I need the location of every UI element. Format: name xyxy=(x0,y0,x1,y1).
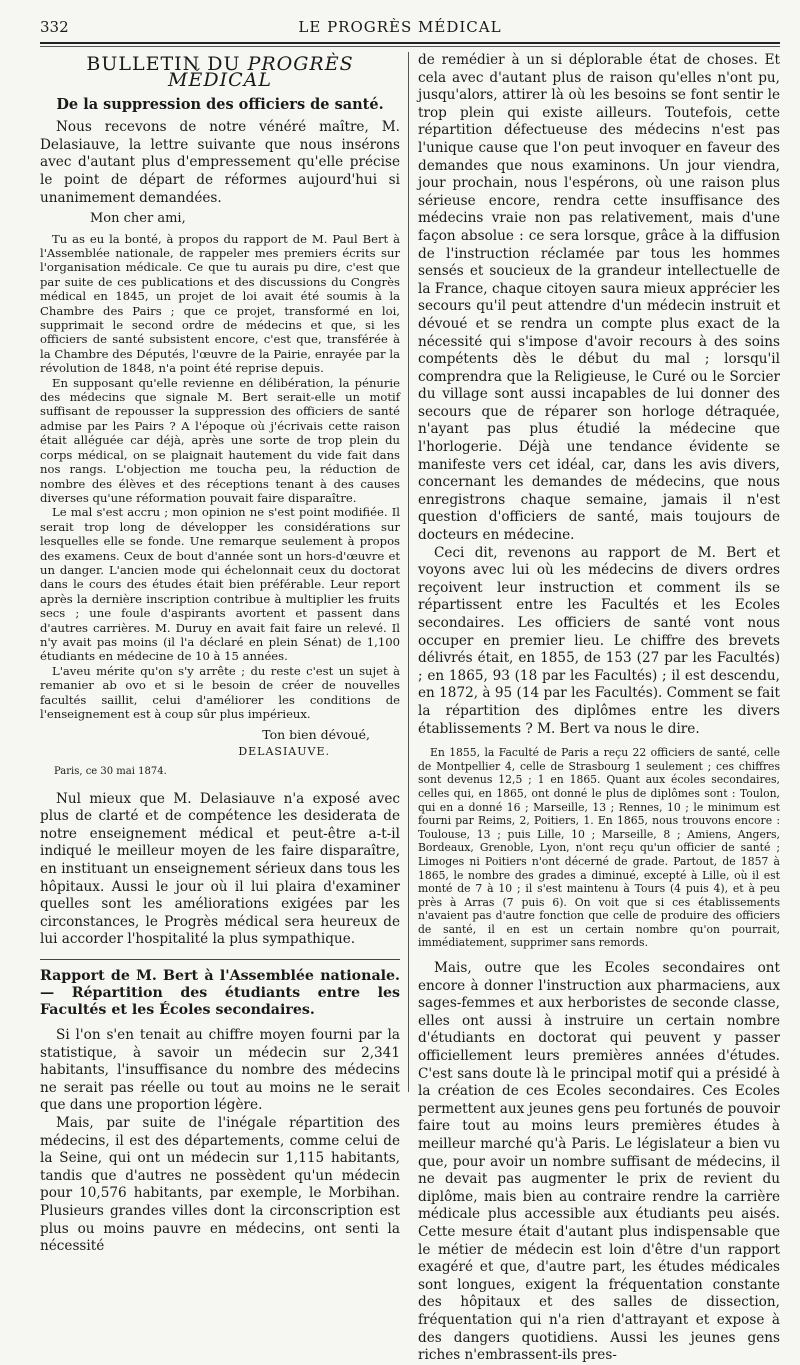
footnote-block xyxy=(418,746,780,950)
letter-dateline: Paris, ce 30 mai 1874. xyxy=(54,766,167,778)
letter-signature: DELASIAUVE. xyxy=(238,744,330,758)
letter-closing: Ton bien dévoué, xyxy=(262,727,370,743)
letter-paragraph: En supposant qu'elle revienne en délibération, la pénurie des médecins que signale M. Bert serait-elle un motif suffisant de repousser la suppression des officiers de santé admise par les Pairs ? A l'époque où j'écrivais cette raison était alléguée car déjà, après une sorte de trop plein du corps médical, on se plaignait hautement du vide fait dans nos rangs. L'objection me toucha peu, la réduction de nombre des élèves et des réceptions tenant à des causes diverses qu'une réformation pouvait faire disparaître. xyxy=(40,375,400,505)
page-number: 332 xyxy=(40,18,69,36)
running-title: LE PROGRÈS MÉDICAL xyxy=(298,18,502,36)
section-heading-officiers: De la suppression des officiers de santé. xyxy=(56,95,384,113)
section-heading-rapport: Rapport de M. Bert à l'Assemblée nationale. — Répartition des étudiants entre les Facultés et les Écoles secondaires. xyxy=(40,967,400,1018)
bulletin-title xyxy=(40,53,400,92)
section-separator xyxy=(40,959,400,960)
letter-paragraph: Tu as eu la bonté, à propos du rapport de M. Paul Bert à l'Assemblée nationale, de rappeler mes premiers écrits sur l'organisation médicale. Ce que tu aurais pu dire, c'est que par suite de ces publications et des discussions du Congrès médical en 1845, un projet de loi avait été soumis à la Chambre des Pairs ; que ce projet, transformé en loi, supprimait le second ordre de médecins et que, si les officiers de santé subsistent encore, c'est que, transférée à la Chambre des Députés, l'œuvre de la Pairie, enrayée par la révolution de 1848, n'a point été reprise depuis. xyxy=(40,231,400,376)
body-paragraph: Si l'on s'en tenait au chiffre moyen fourni par la statistique, à savoir un médecin sur 2,341 habitants, l'insuffisance du nombre des médecins ne serait pas réelle ou tout au moins ne le serait que dans une proportion légère. xyxy=(40,1026,400,1114)
bulletin-title-italic: PROGRÈS MÉDICAL xyxy=(168,53,354,92)
intro-paragraph: Nous recevons de notre vénéré maître, M. Delasiauve, la lettre suivante que nous insérons avec d'autant plus d'empressement qu'elle précise le point de départ de réformes aujourd'hui si unanimement demandées. xyxy=(40,119,400,206)
column-divider xyxy=(408,52,409,1092)
letter-paragraph: L'aveu mérite qu'on s'y arrête ; du reste c'est un sujet à remanier ab ovo et si le besoin de créer de nouvelles facultés saillit, celui d'améliorer les conditions de l'enseignement est à coup sûr plus impérieux. xyxy=(40,663,400,721)
letter-body xyxy=(40,232,400,722)
editorial-paragraph: Nul mieux que M. Delasiauve n'a exposé avec plus de clarté et de compétence les desiderata de notre enseignement médical et peut-être a-t-il indiqué le meilleur moyen de les faire disparaître, en instituant un enseignement sérieux dans tous les hôpitaux. Aussi le jour où il lui plaira d'examiner quelles sont les améliorations exigées par les circonstances, le Progrès médical sera heureux de lui accorder l'hospitalité la plus sympathique. xyxy=(40,790,400,948)
body-paragraph: Mais, par suite de l'inégale répartition des médecins, il est des départements, comme celui de la Seine, qui ont un médecin sur 1,115 habitants, tandis que d'autres ne possèdent qu'un médecin pour 10,576 habitants, par exemple, le Morbihan. Plusieurs grandes villes dont la circonscription est plus ou moins pauvre en médecins, ont senti la nécessité xyxy=(40,1114,400,1255)
footnote-text: En 1855, la Faculté de Paris a reçu 22 officiers de santé, celle de Montpellier 4, celle de Strasbourg 1 seulement ; ces chiffres sont devenus 12,5 ; 1 en 1865. Quant aux écoles secondaires, celles qui, en 1865, ont donné le plus de diplômes sont : Toulon, qui en a donné 16 ; Marseille, 13 ; Rennes, 10 ; le minimum est fourni par Reims, 2, Poitiers, 1. En 1865, nous trouvons encore : Toulouse, 13 ; puis Lille, 10 ; Marseille, 8 ; Amiens, Angers, Bordeaux, Grenoble, Lyon, n'ont reçu qu'un officier de santé ; Limoges ni Poitiers n'ont décerné de grade. Partout, de 1857 à 1865, le nombre des grades a diminué, excepté à Lille, où il est monté de 7 à 10 ; il s'est maintenu à Tours (4 puis 4), et à peu près à Arras (7 puis 6). On voit que si ces établissements n'avaient pas d'autre fonction que celle de produire des officiers de santé, il en est un certain nombre qu'on pourrait, immédiatement, supprimer sans remords. xyxy=(418,746,780,950)
header-rule-thin xyxy=(40,46,780,47)
body-paragraph: de remédier à un si déplorable état de choses. Et cela avec d'autant plus de raison qu'elles n'ont pu, jusqu'alors, attirer là où les besoins se font sentir le trop plein qui existe ailleurs. Toutefois, cette répartition défectueuse des médecins n'est pas l'unique cause que l'on peut invoquer en faveur des demandes que nous examinons. Un jour viendra, jour prochain, nous l'espérons, où une raison plus sérieuse encore, rendra cette insuffisance des médecins vraie non pas relativement, mais d'une façon absolue : ce sera lorsque, grâce à la diffusion de l'instruction réclamée par tous les hommes sensés et soucieux de la grandeur intellectuelle de la France, chaque citoyen saura mieux apprécier les secours qu'il peut attendre d'un médecin instruit et dévoué et se rendra un compte plus exact de la nécessité qui s'impose d'avoir recours à des soins compétents dès le début du mal ; lorsqu'il comprendra que la Religieuse, le Curé ou le Sorcier du village sont aussi incapables de lui donner des secours que de réparer son horloge détraquée, n'ayant pas plus étudié la médecine que l'horlogerie. Déjà une tendance évidente se manifeste vers cet idéal, car, dans les avis divers, concernant les demandes de médecins, que nous enregistrons chaque semaine, jamais il n'est question d'officiers de santé, mais toujours de docteurs en médecine. xyxy=(418,52,780,544)
header-rule xyxy=(40,42,780,44)
letter-paragraph: Le mal s'est accru ; mon opinion ne s'est point modifiée. Il serait trop long de développer les considérations sur lesquelles elle se fonde. Une remarque seulement à propos des examens. Ceux de bout d'année sont un hors-d'œuvre et un danger. L'ancien mode qui échelonnait ceux du doctorat dans le cours des études était bien préférable. Leur report après la dernière inscription contribue à multiplier les fruits secs ; une foule d'aspirants avortent et passent dans d'autres carrières. M. Duruy en avait fait faire un relevé. Il n'y avait pas moins (il l'a déclaré en plein Sénat) de 1,100 étudiants en médecine de 10 à 15 années. xyxy=(40,505,400,664)
body-paragraph: Mais, outre que les Ecoles secondaires ont encore à donner l'instruction aux pharmaciens, aux sages-femmes et aux herboristes de seconde classe, elles ont aussi à instruire un certain nombre d'étudiants en doctorat qui peuvent y passer officiellement leurs premières années d'études. C'est sans doute là le principal motif qui a présidé à la création de ces Ecoles secondaires. Ces Ecoles permettent aux jeunes gens peu fortunés de pouvoir faire tout au moins leurs premières études à meilleur marché qu'à Paris. Le législateur a bien vu que, pour avoir un nombre suffisant de médecins, il ne devait pas augmenter le prix de revient du diplôme, mais bien au contraire rendre la carrière médicale plus accessible aux étudiants peu aisés. Cette mesure était d'autant plus indispensable que le métier de médecin est loin d'être d'un rapport exagéré et que, d'autre part, les études médicales sont longues, exigent la fréquentation constante des hôpitaux et des salles de dissection, fréquentation qui n'a rien d'attrayant et expose à des dangers quotidiens. Aussi les jeunes gens riches n'embrassent-ils pres- xyxy=(418,960,780,1364)
letter-salutation: Mon cher ami, xyxy=(90,211,186,227)
bulletin-title-plain: BULLETIN DU xyxy=(86,53,248,75)
left-column xyxy=(40,52,400,1256)
body-paragraph: Ceci dit, revenons au rapport de M. Bert et voyons avec lui où les médecins de divers ordres reçoivent leur instruction et comment ils se répartissent entre les Facultés et les Ecoles secondaires. Les officiers de santé vont nous occuper en premier lieu. Le chiffre des brevets délivrés était, en 1855, de 153 (27 par les Facultés) ; en 1865, 93 (18 par les Facultés) ; il est descendu, en 1872, à 95 (14 par les Facultés). Comment se fait la répartition des diplômes entre les divers établissements ? M. Bert va nous le dire. xyxy=(418,544,780,737)
right-column xyxy=(418,52,780,1365)
